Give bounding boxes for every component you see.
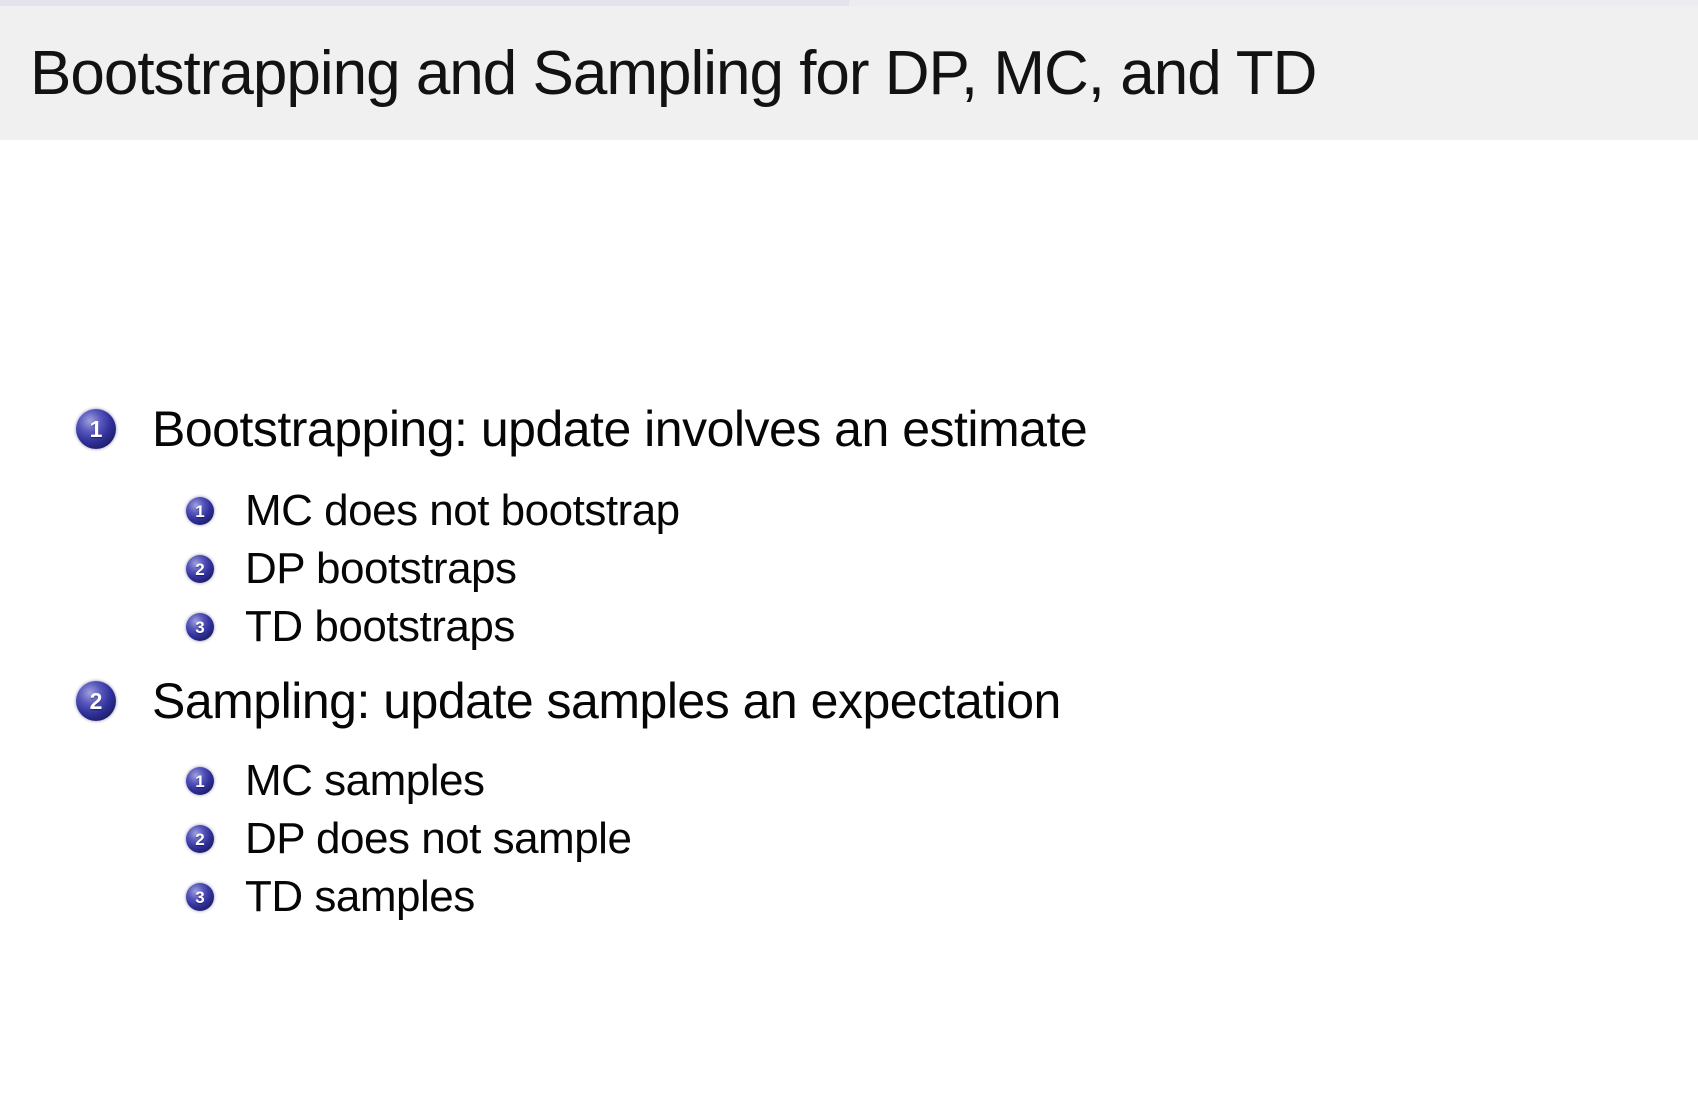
slide-title: Bootstrapping and Sampling for DP, MC, and TD [30,38,1317,108]
ball-number: 3 [195,617,205,637]
enumeration-ball-icon [186,767,214,795]
enumeration-ball-icon [186,825,214,853]
list-subitem-label: DP does not sample [245,814,632,863]
enumeration-ball-icon [186,555,214,583]
enumeration-ball-icon [186,883,214,911]
list-subitem [186,602,515,652]
ball-number: 2 [195,559,205,579]
enumeration-ball-icon [76,409,116,449]
enumeration-ball-icon [76,681,116,721]
ball-number: 1 [195,771,205,791]
list-item [76,672,1061,730]
list-subitem-label: TD bootstraps [245,602,515,651]
list-subitem-label: TD samples [245,872,475,921]
list-subitem [186,814,631,864]
list-subitem [186,544,517,594]
list-item-label: Sampling: update samples an expectation [152,673,1061,729]
enumeration-ball-icon [186,613,214,641]
slide-header [0,6,1698,140]
enumeration-ball-icon [186,497,214,525]
ball-number: 3 [195,887,205,907]
list-subitem-label: MC does not bootstrap [245,486,680,535]
ball-number: 2 [89,687,103,714]
list-item-label: Bootstrapping: update involves an estimate [152,401,1088,457]
list-subitem [186,872,475,922]
ball-number: 1 [195,501,205,521]
ball-number: 1 [89,415,103,442]
list-subitem-label: MC samples [245,756,485,805]
list-subitem [186,486,680,536]
list-subitem [186,756,485,806]
list-subitem-label: DP bootstraps [245,544,517,593]
list-item [76,400,1087,458]
ball-number: 2 [195,829,205,849]
